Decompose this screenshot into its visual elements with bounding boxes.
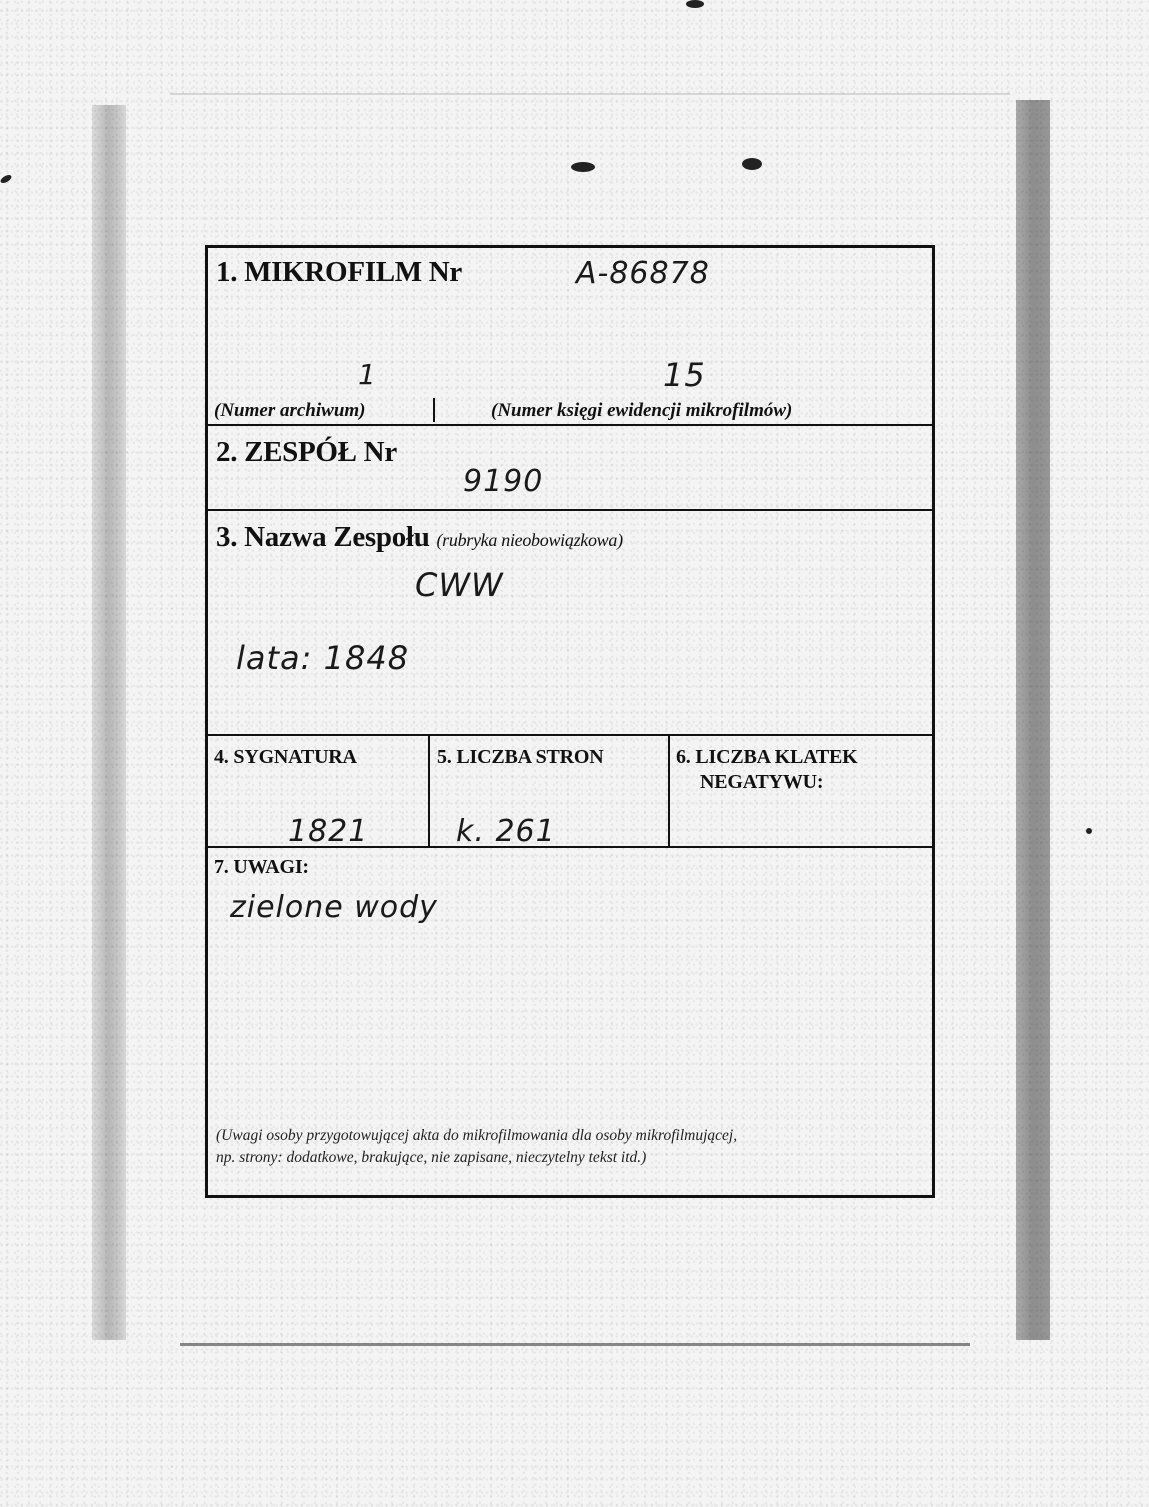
fonds-name-label-text: 3. Nazwa Zespołu bbox=[216, 521, 430, 553]
section-fonds-name bbox=[208, 511, 932, 736]
dust-blot-icon bbox=[742, 158, 762, 170]
signature-value: 1821 bbox=[288, 814, 369, 849]
negative-frames-label-line2: NEGATYWU: bbox=[700, 771, 824, 793]
microfilm-number-label: 1. MIKROFILM Nr bbox=[216, 256, 462, 288]
microfilm-form bbox=[205, 245, 935, 1198]
remarks-footnote-line2: np. strony: dodatkowe, brakujące, nie zapisane, nieczytelny tekst itd.) bbox=[216, 1149, 647, 1166]
negative-frames-label-line1: 6. LICZBA KLATEK bbox=[676, 746, 858, 768]
page-count-value: k. 261 bbox=[456, 814, 556, 849]
remarks-label: 7. UWAGI: bbox=[214, 856, 309, 878]
microfilm-number-value: A-86878 bbox=[576, 256, 710, 291]
sheet-bottom-edge bbox=[180, 1343, 970, 1346]
fonds-number-value: 9190 bbox=[463, 464, 544, 499]
register-number-caption: (Numer księgi ewidencji mikrofilmów) bbox=[491, 400, 793, 421]
signature-label: 4. SYGNATURA bbox=[214, 746, 357, 768]
caption-divider bbox=[433, 398, 435, 422]
section-remarks bbox=[208, 848, 932, 1195]
sheet-top-edge bbox=[170, 93, 1010, 95]
archive-number-caption: (Numer archiwum) bbox=[214, 400, 366, 421]
dust-blot-icon bbox=[571, 162, 595, 172]
dust-blot-icon bbox=[0, 173, 13, 184]
archive-number-value: 1 bbox=[358, 358, 377, 391]
remarks-footnote bbox=[216, 1125, 926, 1169]
section-signature-pages-frames bbox=[208, 736, 932, 848]
fonds-number-label: 2. ZESPÓŁ Nr bbox=[216, 436, 397, 468]
section-microfilm-number bbox=[208, 248, 932, 426]
register-number-value: 15 bbox=[663, 356, 706, 394]
remarks-footnote-line1: (Uwagi osoby przygotowującej akta do mikrofilmowania dla osoby mikrofilmującej, bbox=[216, 1127, 738, 1144]
page-count-label: 5. LICZBA STRON bbox=[437, 746, 604, 768]
fonds-years-value: lata: 1848 bbox=[236, 639, 410, 677]
left-film-edge-shadow bbox=[92, 105, 126, 1340]
right-film-edge-shadow bbox=[1016, 100, 1050, 1340]
fonds-name-value: CWW bbox=[415, 566, 504, 604]
remarks-value: zielone wody bbox=[230, 890, 438, 925]
section-fonds-number bbox=[208, 426, 932, 511]
dust-blot-icon bbox=[1086, 828, 1092, 834]
fonds-name-optional-note: (rubryka nieobowiązkowa) bbox=[436, 530, 623, 550]
column-divider bbox=[668, 736, 670, 846]
fonds-name-label bbox=[216, 521, 623, 554]
dust-blot-icon bbox=[686, 0, 704, 8]
column-divider bbox=[428, 736, 430, 846]
